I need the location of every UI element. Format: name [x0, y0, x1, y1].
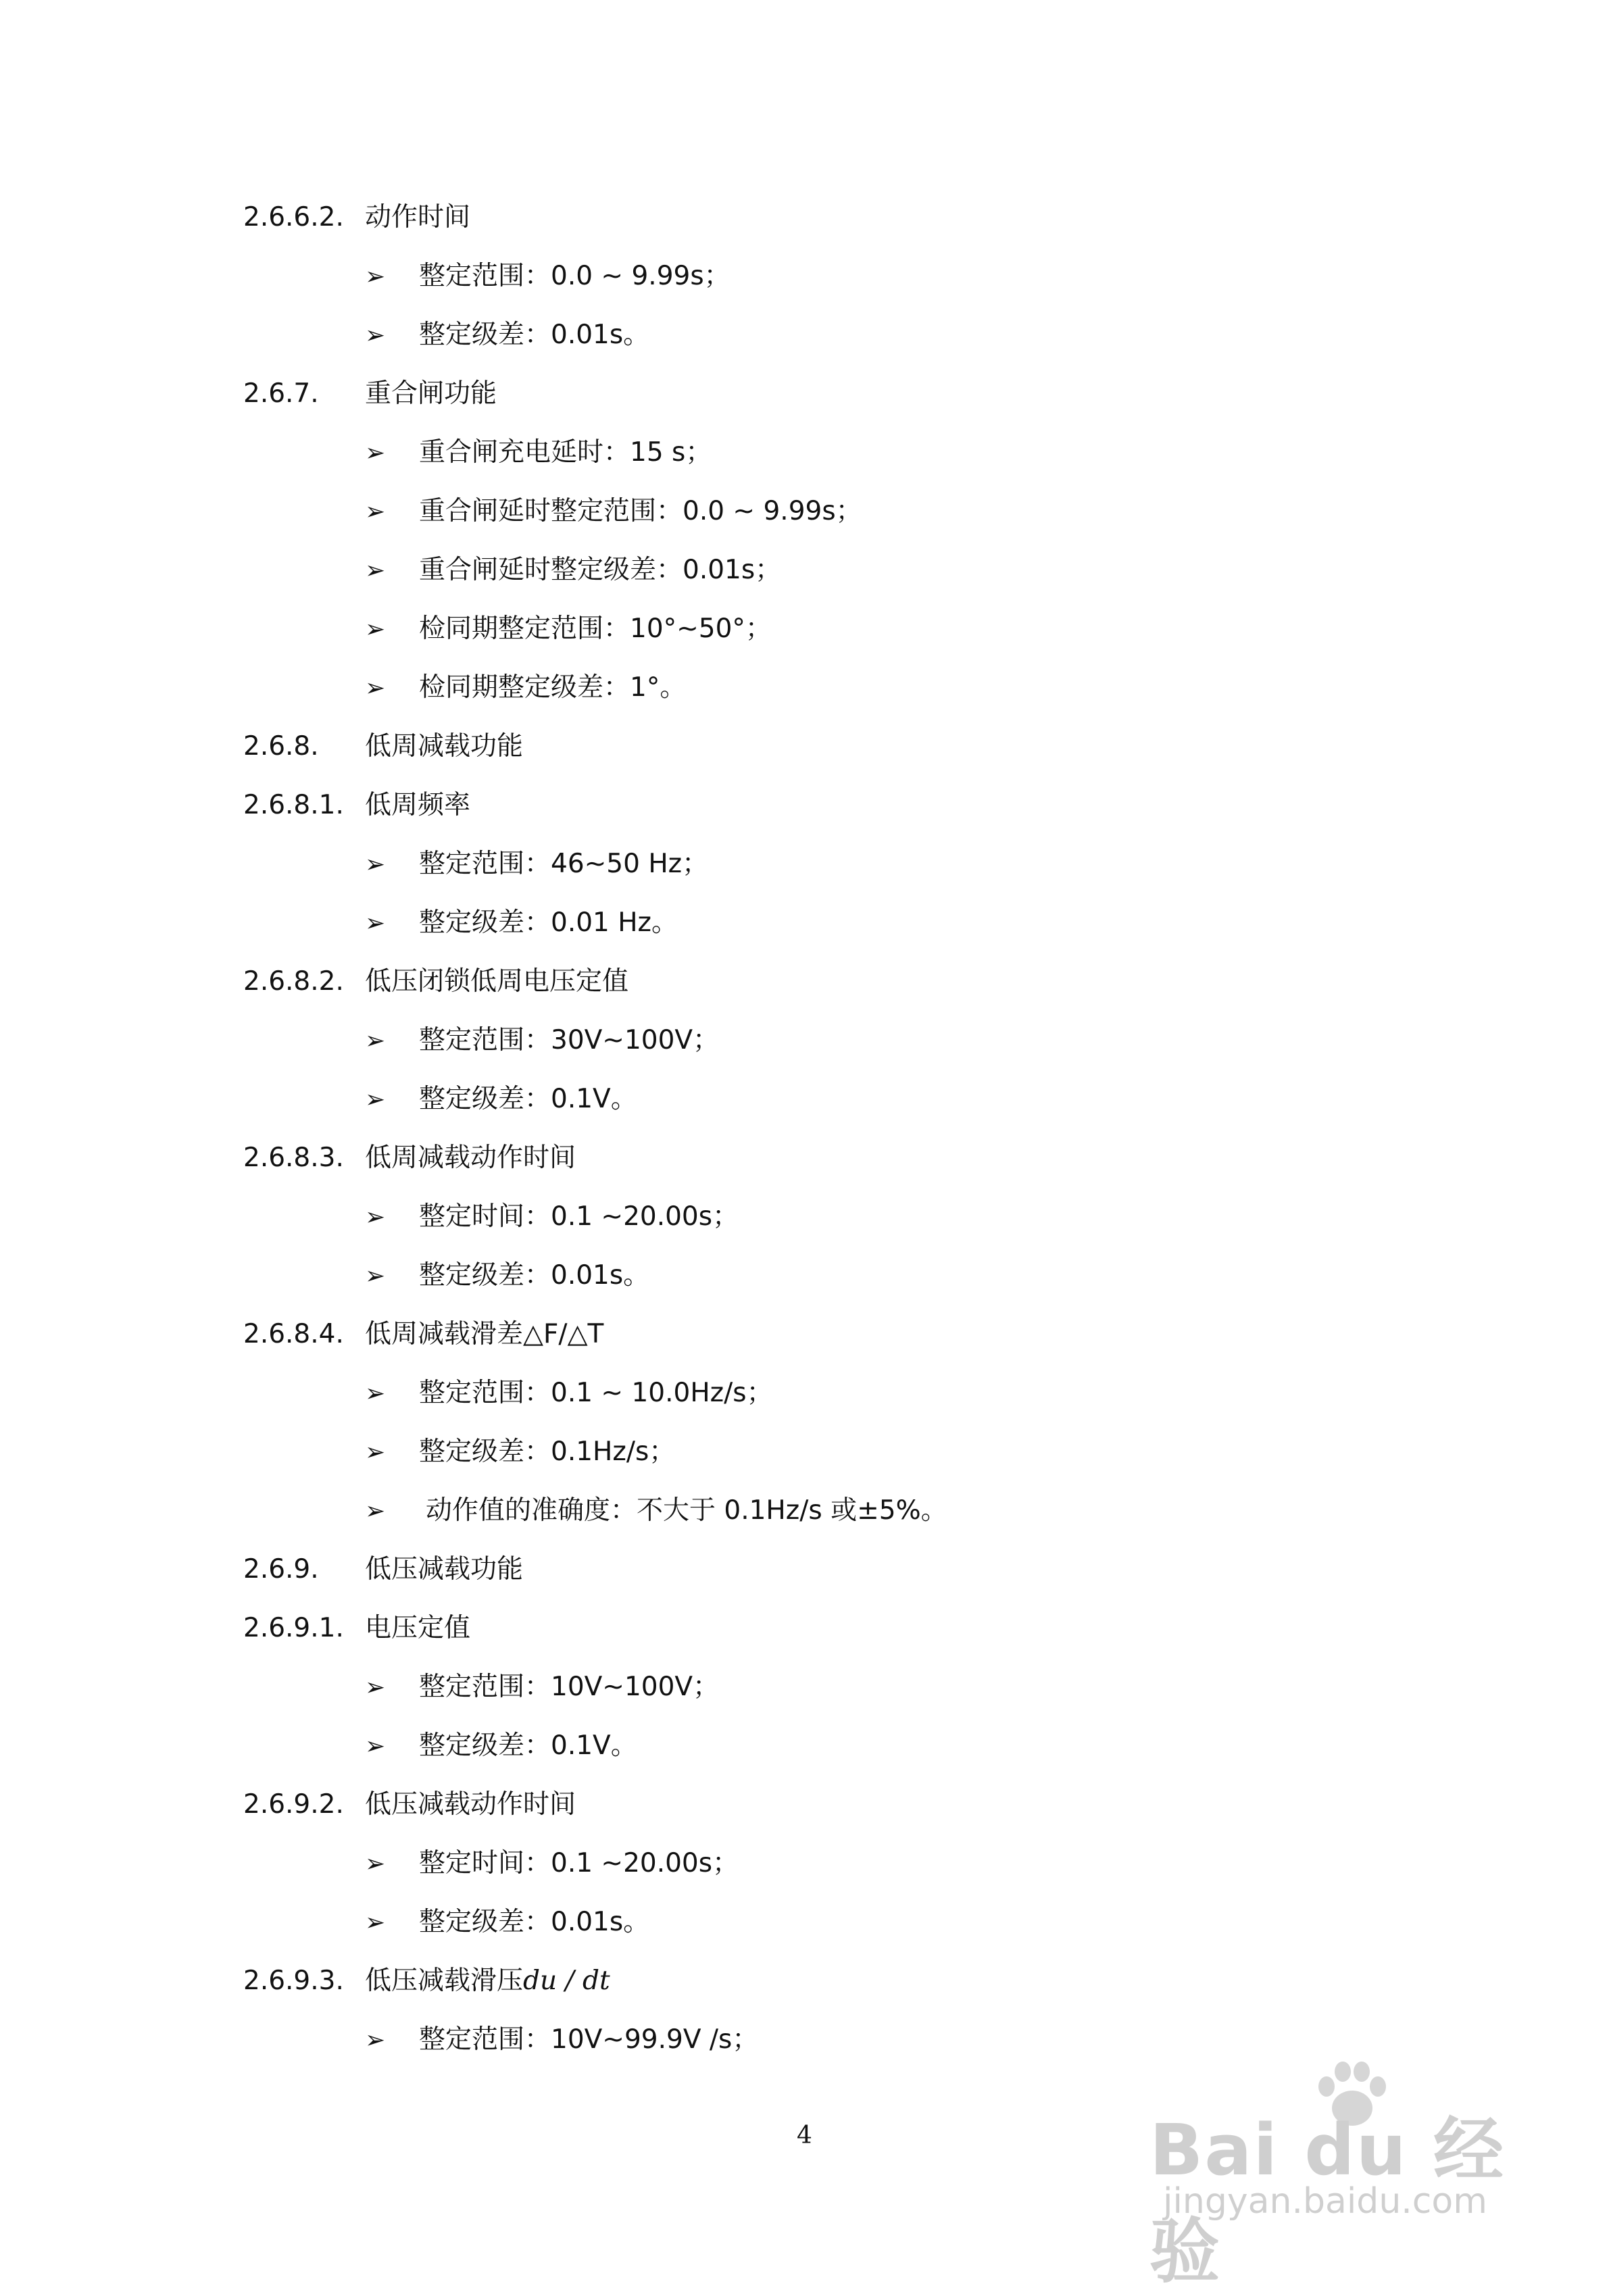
bullet-item [243, 1481, 1460, 1540]
section-number: 2.6.8.2. [243, 966, 344, 997]
watermark-logo-text: Bai du 经验 [1149, 2109, 1505, 2293]
bullet-item [243, 1246, 1460, 1305]
bullet-text: 整定级差：0.1V。 [419, 1730, 637, 1761]
section-title: 低周减载滑差△F/△T [365, 1319, 604, 1349]
arrow-bullet-icon: ➢ [365, 1909, 386, 1937]
section-heading [243, 188, 1460, 247]
bullet-item [243, 541, 1460, 599]
bullet-item [243, 1893, 1460, 1951]
section-heading [243, 1599, 1460, 1657]
arrow-bullet-icon: ➢ [365, 322, 386, 349]
bullet-text: 整定范围：46~50 Hz； [419, 849, 709, 879]
bullet-item [243, 658, 1460, 717]
bullet-item [243, 482, 1460, 541]
bullet-text: 整定范围：0.1 ~ 10.0Hz/s； [419, 1378, 773, 1408]
arrow-bullet-icon: ➢ [365, 1732, 386, 1760]
section-title: 低压闭锁低周电压定值 [365, 966, 629, 997]
section-title: 低周频率 [365, 790, 471, 820]
section-heading [243, 776, 1460, 834]
bullet-text: 整定范围：10V~99.9V /s； [419, 2024, 759, 2055]
section-number: 2.6.8.1. [243, 790, 344, 820]
section-heading [243, 952, 1460, 1011]
section-heading [243, 1540, 1460, 1599]
bullet-text: 整定范围：10V~100V； [419, 1672, 720, 1702]
bullet-item [243, 247, 1460, 305]
section-number: 2.6.8. [243, 731, 319, 762]
bullet-item [243, 1070, 1460, 1128]
section-title: 低周减载动作时间 [365, 1143, 576, 1173]
bullet-item [243, 1011, 1460, 1070]
section-heading [243, 1305, 1460, 1364]
arrow-bullet-icon: ➢ [365, 616, 386, 643]
bullet-text: 整定级差：0.01s。 [419, 1260, 650, 1291]
arrow-bullet-icon: ➢ [365, 1380, 386, 1407]
arrow-bullet-icon: ➢ [365, 851, 386, 878]
arrow-bullet-icon: ➢ [365, 263, 386, 291]
arrow-bullet-icon: ➢ [365, 1027, 386, 1055]
bullet-item [243, 1834, 1460, 1893]
bullet-text: 检同期整定范围：10°~50°； [419, 614, 772, 644]
section-number: 2.6.9. [243, 1554, 319, 1584]
section-number: 2.6.8.4. [243, 1319, 344, 1349]
bullet-item [243, 1657, 1460, 1716]
watermark-url: jingyan.baidu.com [1163, 2181, 1487, 2222]
arrow-bullet-icon: ➢ [365, 674, 386, 702]
bullet-item [243, 423, 1460, 482]
baidu-jingyan-watermark [1136, 2066, 1514, 2293]
bullet-item [243, 2010, 1460, 2069]
bullet-text: 重合闸延时整定级差：0.01s； [419, 555, 782, 585]
bullet-text: 整定时间：0.1 ~20.00s； [419, 1201, 739, 1232]
bullet-item [243, 1364, 1460, 1422]
bullet-item [243, 1187, 1460, 1246]
bullet-item [243, 305, 1460, 364]
section-title: 电压定值 [365, 1613, 471, 1643]
bullet-text: 整定级差：0.1V。 [419, 1084, 637, 1114]
bullet-text: 整定级差：0.01 Hz。 [419, 907, 678, 938]
section-number: 2.6.9.3. [243, 1966, 344, 1996]
bullet-item [243, 599, 1460, 658]
spec-list [243, 188, 1460, 2069]
bullet-text: 动作值的准确度：不大于 0.1Hz/s 或±5%。 [426, 1495, 947, 1526]
section-title: 低压减载滑压 [365, 1966, 524, 1996]
arrow-bullet-icon: ➢ [365, 1674, 386, 1701]
arrow-bullet-icon: ➢ [365, 498, 386, 526]
bullet-text: 整定范围：0.0 ~ 9.99s； [419, 261, 731, 291]
arrow-bullet-icon: ➢ [365, 557, 386, 584]
bullet-item [243, 893, 1460, 952]
section-title: 低周减载功能 [365, 731, 524, 762]
section-number: 2.6.9.1. [243, 1613, 344, 1643]
section-heading [243, 1951, 1460, 2010]
arrow-bullet-icon: ➢ [365, 1262, 386, 1290]
section-heading [243, 1775, 1460, 1834]
arrow-bullet-icon: ➢ [365, 1850, 386, 1878]
section-heading [243, 1128, 1460, 1187]
section-number: 2.6.6.2. [243, 202, 344, 232]
bullet-text: 整定级差：0.1Hz/s； [419, 1437, 676, 1467]
section-number: 2.6.7. [243, 378, 319, 409]
section-title: 低压减载动作时间 [365, 1789, 576, 1820]
section-title: 重合闸功能 [365, 378, 497, 409]
bullet-item [243, 1716, 1460, 1775]
bullet-item [243, 1422, 1460, 1481]
arrow-bullet-icon: ➢ [365, 1086, 386, 1114]
bullet-text: 整定时间：0.1 ~20.00s； [419, 1848, 739, 1878]
section-title: 低压减载功能 [365, 1554, 524, 1584]
section-title: 动作时间 [365, 202, 471, 232]
bullet-text: 整定级差：0.01s。 [419, 320, 650, 350]
page-number: 4 [797, 2122, 812, 2149]
bullet-text: 整定范围：30V~100V； [419, 1025, 720, 1055]
bullet-item [243, 834, 1460, 893]
section-number: 2.6.9.2. [243, 1789, 344, 1820]
arrow-bullet-icon: ➢ [365, 1203, 386, 1231]
section-heading [243, 717, 1460, 776]
arrow-bullet-icon: ➢ [365, 909, 386, 937]
bullet-text: 检同期整定级差：1°。 [419, 672, 687, 703]
arrow-bullet-icon: ➢ [365, 1497, 386, 1525]
section-math-expression: du / dt [523, 1966, 610, 1996]
arrow-bullet-icon: ➢ [365, 2026, 386, 2054]
bullet-text: 重合闸延时整定范围：0.0 ~ 9.99s； [419, 496, 862, 526]
section-heading [243, 364, 1460, 423]
arrow-bullet-icon: ➢ [365, 439, 386, 467]
bullet-text: 重合闸充电延时：15 s； [419, 437, 712, 468]
bullet-text: 整定级差：0.01s。 [419, 1907, 650, 1937]
arrow-bullet-icon: ➢ [365, 1439, 386, 1466]
section-number: 2.6.8.3. [243, 1143, 344, 1173]
